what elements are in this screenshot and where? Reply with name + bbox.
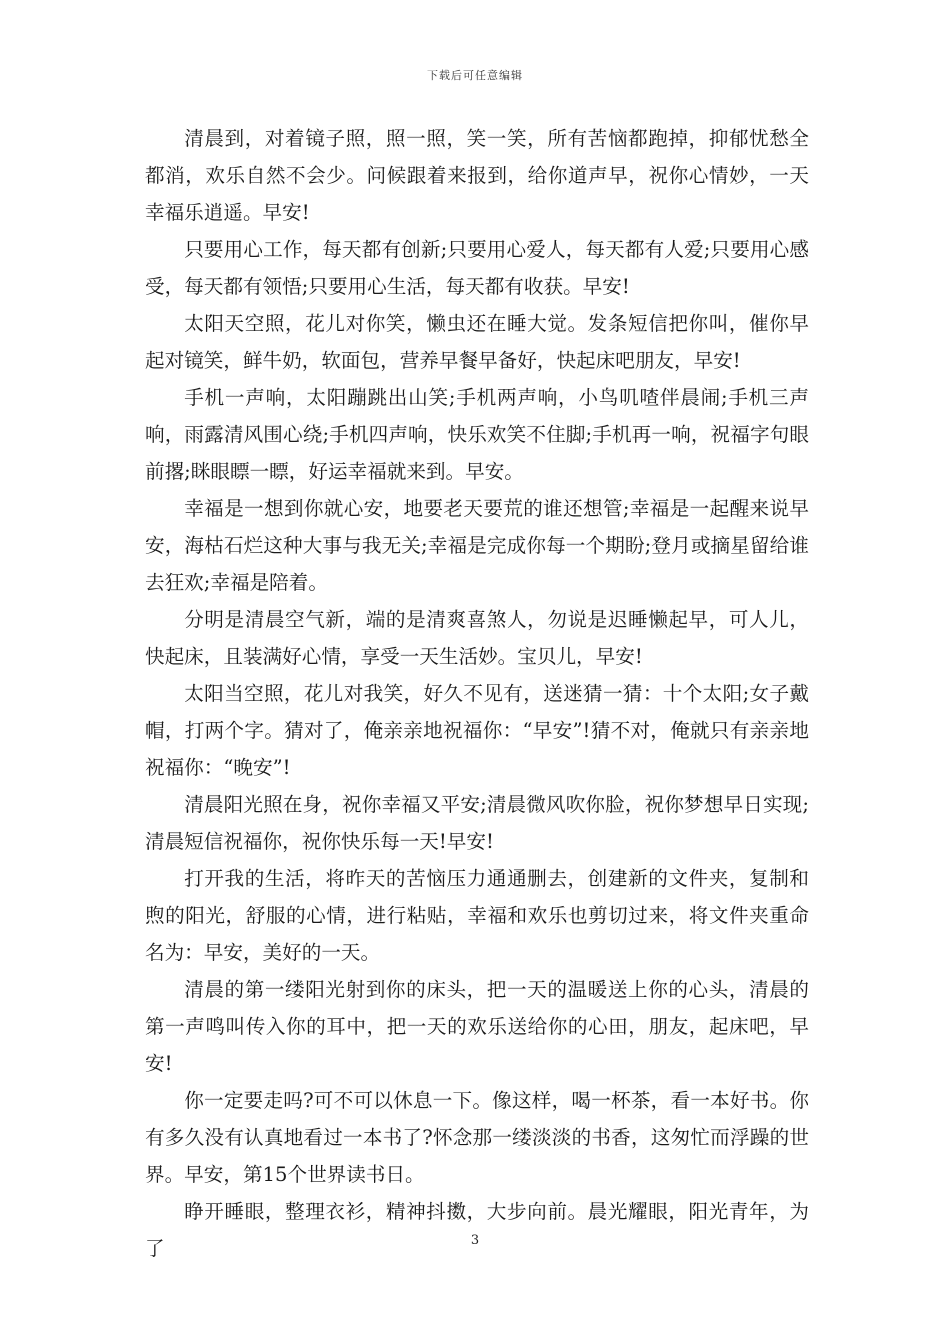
paragraph: 幸福是一想到你就心安，地要老天要荒的谁还想管;幸福是一起醒来说早安，海枯石烂这种大事与我无关;幸福是完成你每一个期盼;登月或摘星留给谁去狂欢;幸福是陪着。 (145, 497, 809, 594)
document-body (145, 120, 809, 1267)
paragraph: 分明是清晨空气新，端的是清爽喜煞人，勿说是迟睡懒起早，可人儿，快起床，且装满好心情，享受一天生活妙。宝贝儿，早安! (145, 608, 809, 668)
paragraph: 清晨的第一缕阳光射到你的床头，把一天的温暖送上你的心头，清晨的第一声鸣叫传入你的耳中，把一天的欢乐送给你的心田，朋友，起床吧，早安! (145, 978, 809, 1075)
paragraph: 清晨阳光照在身，祝你幸福又平安;清晨微风吹你脸，祝你梦想早日实现;清晨短信祝福你，祝你快乐每一天!早安! (145, 793, 809, 853)
paragraph: 你一定要走吗?可不可以休息一下。像这样，喝一杯茶，看一本好书。你有多久没有认真地看过一本书了?怀念那一缕淡淡的书香，这匆忙而浮躁的世界。早安，第15个世界读书日。 (145, 1089, 809, 1186)
paragraph: 太阳当空照，花儿对我笑，好久不见有，送迷猜一猜：十个太阳;女子戴帽，打两个字。猜对了，俺亲亲地祝福你：“早安”!猜不对，俺就只有亲亲地祝福你：“晚安”! (145, 682, 809, 779)
page-header: 下载后可任意编辑 (427, 69, 523, 82)
paragraph: 只要用心工作，每天都有创新;只要用心爱人，每天都有人爱;只要用心感受，每天都有领悟;只要用心生活，每天都有收获。早安! (145, 238, 809, 298)
paragraph: 打开我的生活，将昨天的苦恼压力通通删去，创建新的文件夹，复制和煦的阳光，舒服的心情，进行粘贴，幸福和欢乐也剪切过来，将文件夹重命名为：早安，美好的一天。 (145, 867, 809, 964)
paragraph: 太阳天空照，花儿对你笑，懒虫还在睡大觉。发条短信把你叫，催你早起对镜笑，鲜牛奶，软面包，营养早餐早备好，快起床吧朋友，早安! (145, 312, 809, 372)
paragraph: 睁开睡眼，整理衣衫，精神抖擞，大步向前。晨光耀眼，阳光青年，为了 (145, 1200, 809, 1260)
page-number: 3 (470, 1233, 480, 1248)
paragraph: 清晨到，对着镜子照，照一照，笑一笑，所有苦恼都跑掉，抑郁忧愁全都消，欢乐自然不会少。问候跟着来报到，给你道声早，祝你心情妙，一天幸福乐逍遥。早安! (145, 127, 809, 224)
paragraph: 手机一声响，太阳蹦跳出山笑;手机两声响，小鸟叽喳伴晨闹;手机三声响，雨露清风围心绕;手机四声响，快乐欢笑不住脚;手机再一响，祝福字句眼前撂;眯眼瞟一瞟，好运幸福就来到。早安。 (145, 386, 809, 483)
